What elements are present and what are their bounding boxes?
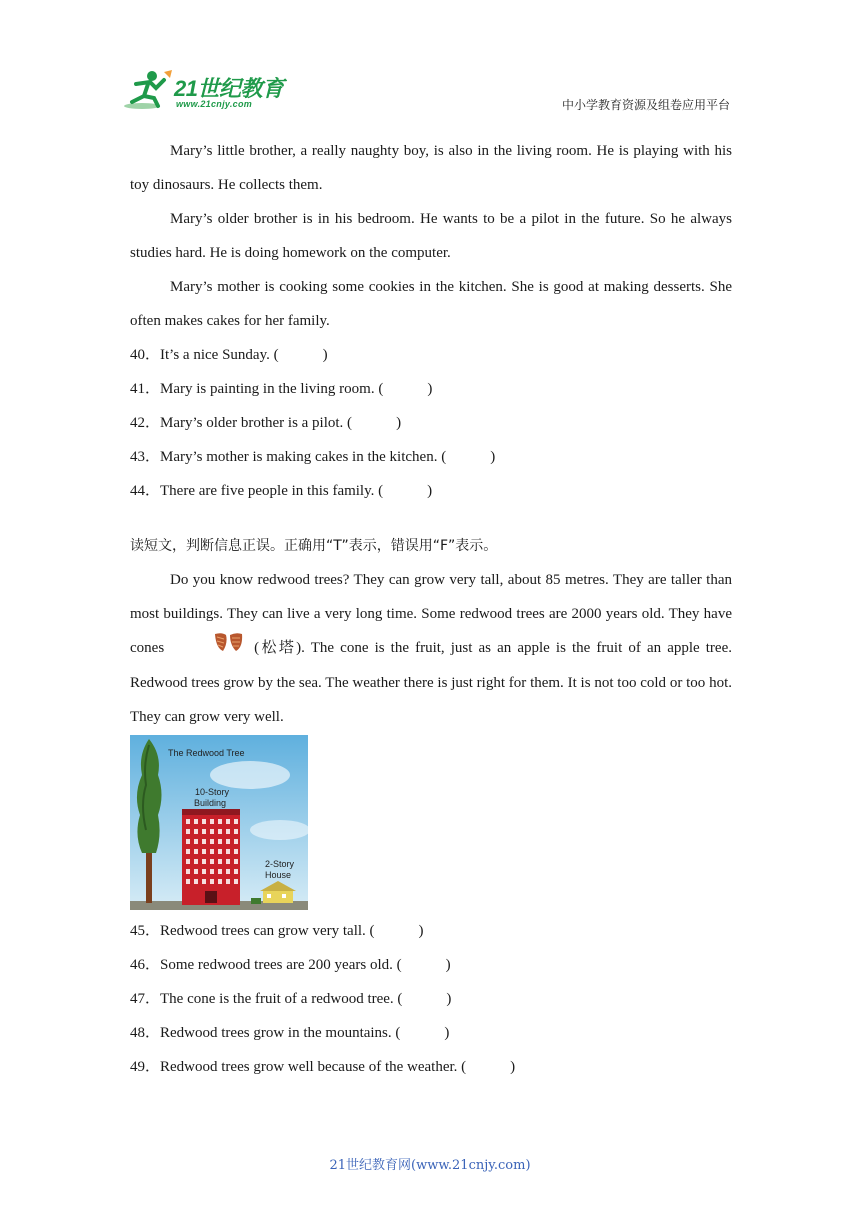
page-header <box>0 0 860 125</box>
logo-text: 21世纪教育 <box>174 76 284 101</box>
label-2-story: 2-Story <box>265 859 295 870</box>
redwood-illustration <box>130 735 308 910</box>
page-footer[interactable]: 21世纪教育网(www.21cnjy.com) <box>329 1158 531 1173</box>
passage2-paragraph: Do you know redwood trees? They can grow very tall, about 85 metres. They are taller than most buildings. They can live a very long time. Some redwood trees are 2000 years old. They have cones (松塔). The cone is the fruit, just as an apple is the fruit of an apple tree. Redwood trees grow by the sea. The weather there is just right for them. It is not too cold or too hot. They can grow very well. <box>130 572 732 726</box>
passage1-paragraph-2: Mary’s older brother is in his bedroom. He wants to be a pilot in the future. So he always studies hard. He is doing homework on the computer. <box>130 211 732 261</box>
label-redwood-tree: The Redwood Tree <box>168 748 245 759</box>
question-43: 43．Mary’s mother is making cakes in the kitchen. ( ) <box>130 449 496 465</box>
question-49: 49．Redwood trees grow well because of the weather. ( ) <box>130 1059 516 1076</box>
question-47: 47．The cone is the fruit of a redwood tree. ( ) <box>130 991 452 1008</box>
runner-logo-icon <box>122 68 174 112</box>
logo-url: www.21cnjy.com <box>176 99 253 109</box>
passage1-paragraph-3: Mary’s mother is cooking some cookies in the kitchen. She is good at making desserts. She often makes cakes for her family. <box>130 279 732 329</box>
question-45: 45．Redwood trees can grow very tall. ( ) <box>130 923 424 940</box>
pine-cone-icon <box>172 631 246 666</box>
label-house: House <box>265 870 292 881</box>
question-41: 41．Mary is painting in the living room. ( ) <box>130 381 433 397</box>
question-42: 42．Mary’s older brother is a pilot. ( ) <box>130 415 402 431</box>
question-40: 40．It’s a nice Sunday. ( ) <box>130 347 328 363</box>
platform-title: 中小学教育资源及组卷应用平台 <box>561 98 730 112</box>
redwood-comparison-image <box>130 735 308 910</box>
section-instruction: 读短文，判断信息正误。正确用“T”表示，错误用“F”表示。 <box>130 538 498 554</box>
label-10-story: 10-Story <box>195 787 230 798</box>
logo <box>122 68 292 114</box>
question-44: 44．There are five people in this family. ( ) <box>130 483 433 499</box>
question-46: 46．Some redwood trees are 200 years old. ( ) <box>130 957 451 974</box>
passage1-paragraph-1: Mary’s little brother, a really naughty boy, is also in the living room. He is playing with his toy dinosaurs. He collects them. <box>130 143 732 193</box>
label-building: Building <box>194 798 227 809</box>
document-body <box>130 134 732 1084</box>
question-48: 48．Redwood trees grow in the mountains. ( ) <box>130 1025 450 1042</box>
